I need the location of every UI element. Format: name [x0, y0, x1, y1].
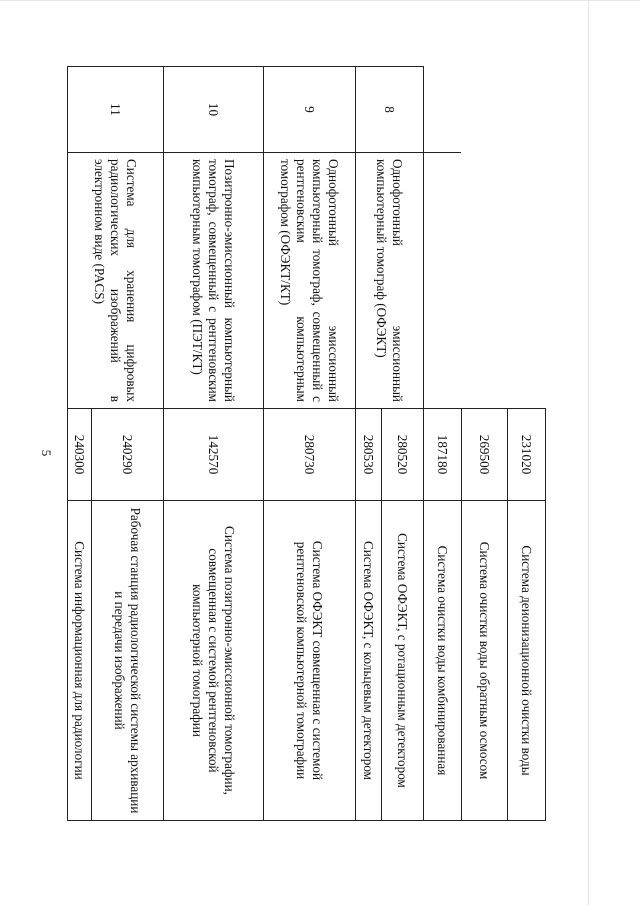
table-row	[264, 67, 356, 821]
row-number-cell	[508, 67, 546, 153]
scan-edge-line	[0, 0, 640, 1]
equipment-name-cell	[462, 153, 508, 409]
table-row	[508, 67, 546, 821]
code-cell: 231020	[508, 409, 546, 501]
description-cell: Система деионизационной очистки воды	[508, 501, 546, 821]
row-number-cell: 8	[356, 67, 424, 153]
row-number-cell	[424, 67, 462, 153]
code-cell: 280530	[356, 409, 382, 501]
table-row	[164, 67, 264, 821]
code-cell: 240290	[92, 409, 164, 501]
code-cell: 269500	[462, 409, 508, 501]
equipment-name-cell: Однофотонный эмиссионный компьютерный томограф, совмещенный с рентгеновским компьютерным томографом (ОФЭКТ/КТ)	[264, 153, 356, 409]
table-row	[424, 67, 462, 821]
code-cell: 280730	[264, 409, 356, 501]
row-number-cell: 10	[164, 67, 264, 153]
code-cell: 142570	[164, 409, 264, 501]
table-row	[92, 67, 164, 821]
row-number-cell: 9	[264, 67, 356, 153]
description-cell: Рабочая станция радиологической системы архивации и передачи изображений	[92, 501, 164, 821]
description-cell: Система ОФЭКТ, с кольцевым детектором	[356, 501, 382, 821]
description-cell: Система позитронно-эмиссионной томографии, совмещенная с системой рентгеновской компьютерной томографии	[164, 501, 264, 821]
description-cell: Система информационная для радиологии	[68, 501, 92, 821]
scan-edge-line	[588, 0, 589, 905]
table-row	[462, 67, 508, 821]
equipment-name-cell: Однофотонный эмиссионный компьютерный томограф (ОФЭКТ)	[356, 153, 424, 409]
equipment-name-cell	[424, 153, 462, 409]
equipment-name-cell	[508, 153, 546, 409]
code-cell: 187180	[424, 409, 462, 501]
row-number-cell: 11	[68, 67, 164, 153]
equipment-table	[67, 66, 546, 821]
code-cell: 280520	[382, 409, 424, 501]
description-cell: Система ОФЭКТ совмещенная с системой рентгеновской компьютерной томографии	[264, 501, 356, 821]
page-number: 5	[39, 449, 54, 457]
equipment-name-cell: Позитронно-эмиссионный компьютерный томограф, совмещенный с рентгеновским компьютерным томографом (ПЭТ/КТ)	[164, 153, 264, 409]
table-row	[382, 67, 424, 821]
description-cell: Система очистки воды комбинированная	[424, 501, 462, 821]
equipment-name-cell: Система для хранения цифровых радиологических изображений в электронном виде (PACS)	[68, 153, 164, 409]
equipment-table-rotated	[68, 66, 546, 820]
row-number-cell	[462, 67, 508, 153]
code-cell: 240300	[68, 409, 92, 501]
description-cell: Система ОФЭКТ, с ротационным детектором	[382, 501, 424, 821]
description-cell: Система очистки воды обратным осмосом	[462, 501, 508, 821]
